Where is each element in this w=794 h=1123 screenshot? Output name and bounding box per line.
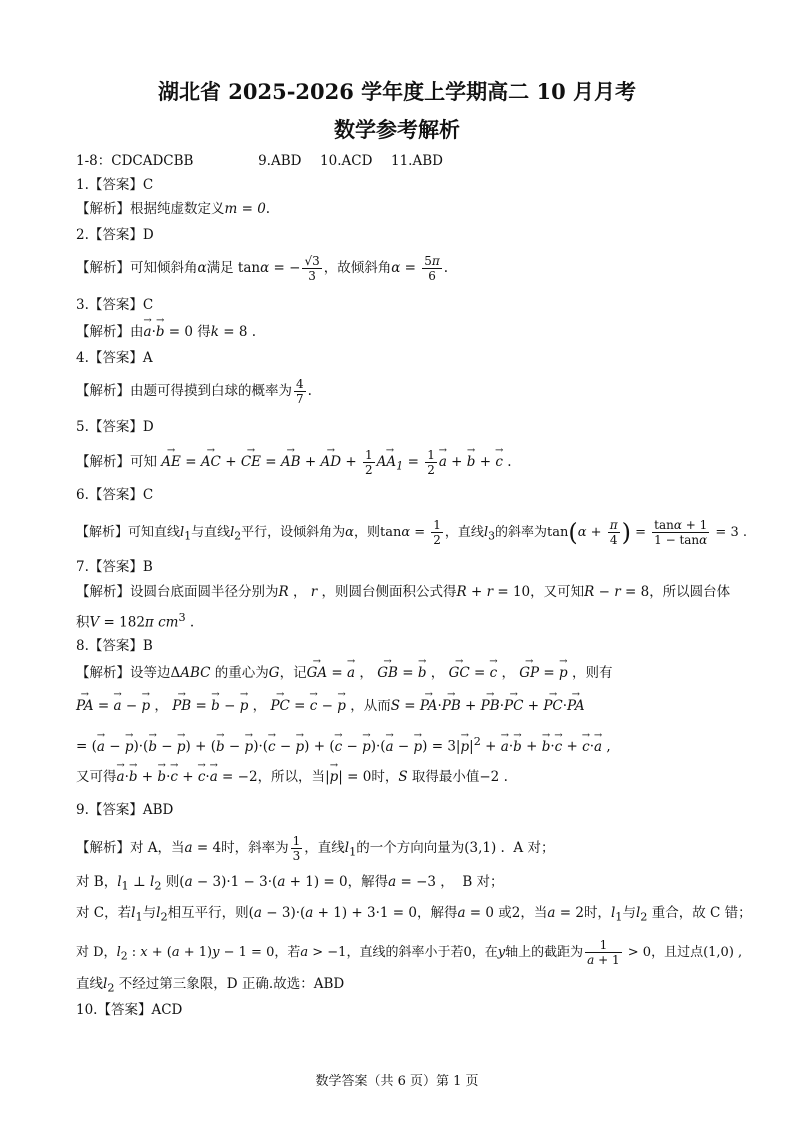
- answer-q6: 6.【答案】C: [76, 487, 154, 503]
- summary-q11: 11.ABD: [391, 153, 443, 169]
- answer-summary: [76, 152, 443, 170]
- explain-q8-line4: 又可得→ a·→ b + → b·→ c + → c·→ a = −2，所以，当|→ p| = 0时，S 取得最小值−2 .: [76, 768, 508, 786]
- explain-q1: 【解析】根据纯虚数定义m = 0.: [76, 201, 271, 217]
- explain-q9-line4: 对 D，$l_2$ : x + (a + 1)y − 1 = 0，若a > −1，直线的斜率小于若0，在y轴上的截距为 $\frac{1}{a + 1}$ > 0，且过点(1,0) ,: [76, 938, 743, 967]
- summary-mc: 1-8：CDCADCBB: [76, 153, 194, 169]
- answer-q10: 10.【答案】ACD: [76, 1002, 183, 1018]
- answer-q4: 4.【答案】A: [76, 350, 153, 366]
- explain-q5: 【解析】可知 → AE = → AC + → CE = → AB + → AD + $\frac{1}{2}$ → $AA_1$ = $\frac{1}{2}$ → a + → b + → c .: [76, 448, 512, 477]
- explain-q3: 【解析】由→ a·→ b = 0 得k = 8 .: [76, 323, 256, 341]
- explain-q9-line1: 【解析】对 A，当a = 4时，斜率为 $\frac{1}{3}$ ，直线$l_1$的一个方向向量为(3,1) . A 对；: [76, 834, 555, 863]
- explain-q9-line3: 对 C，若$l_1$与$l_2$相互平行，则(a − 3)·(a + 1) + 3·1 = 0，解得a = 0 或2，当a = 2时，$l_1$与$l_2$ 重合，故 C 错；: [76, 905, 752, 924]
- answer-q1: 1.【答案】C: [76, 177, 154, 193]
- explain-q8-line3: = (→ a − → p)·(→ b − → p) + (→ b − → p)·(→ c − → p) + (→ c − → p)·(→ a − → $p) = 3|\to p|^2$ + → a·→ b + → b·→ c + → c·→ a ,: [76, 733, 611, 756]
- answer-q7: 7.【答案】B: [76, 559, 153, 575]
- page-title: 湖北省 2025-2026 学年度上学期高二 10 月月考: [157, 79, 637, 104]
- page-footer: 数学答案（共 6 页）第 1 页: [315, 1074, 479, 1089]
- answer-q9: 9.【答案】ABD: [76, 802, 174, 818]
- explain-q9-line2: 对 B，$l_1$ ⊥ $l_2$ 则(a − 3)·1 − 3·(a + 1) = 0，解得a = −3 ， B 对；: [76, 874, 504, 893]
- explain-q6: 【解析】可知直线$l_1$与直线$l_2$平行，设倾斜角为α，则tanα = $\frac{1}{2}$ ，直线$l_3$的斜率为tan(α + $\frac{\pi}{4}$ ) = $\frac{\tan\alpha + 1}{1 - \tan\alpha}$ = 3 .: [76, 518, 747, 547]
- answer-q5: 5.【答案】D: [76, 419, 154, 435]
- summary-q9: 9.ABD: [258, 153, 302, 169]
- explain-q4: 【解析】由题可得摸到白球的概率为 $\frac{4}{7}$ .: [76, 377, 312, 406]
- answer-q2: 2.【答案】D: [76, 227, 154, 243]
- explain-q2: 【解析】可知倾斜角α满足 tanα = − $\frac{√3}{3}$ ，故倾斜角α = $\frac{5\pi}{6}$ .: [76, 254, 449, 283]
- answer-q3: 3.【答案】C: [76, 297, 154, 313]
- explain-q7-line2: 积V = 182π $cm^3$ .: [76, 611, 195, 631]
- summary-q10: 10.ACD: [320, 153, 373, 169]
- explain-q9-line5: 直线$l_2$ 不经过第三象限，D 正确.故选：ABD: [76, 976, 345, 995]
- explain-q8-line1: 【解析】设等边ΔABC 的重心为G，记→ GA = → a ， → GB = → b ， → GC = → c ， → GP = → p ，则有: [76, 664, 613, 682]
- page-subtitle: 数学参考解析: [334, 117, 460, 142]
- explain-q7-line1: 【解析】设圆台底面圆半径分别为R ， r ，则圆台侧面积公式得R + r = 10，又可知R − r = 8，所以圆台体: [76, 584, 731, 600]
- explain-q8-line2: → PA = → a − → p ， → PB = → b − → p ， → PC = → c − → p ，从而S = → PA·→ PB + → PB·→ PC + → PC·→ PA: [76, 697, 585, 715]
- answer-q8: 8.【答案】B: [76, 638, 153, 654]
